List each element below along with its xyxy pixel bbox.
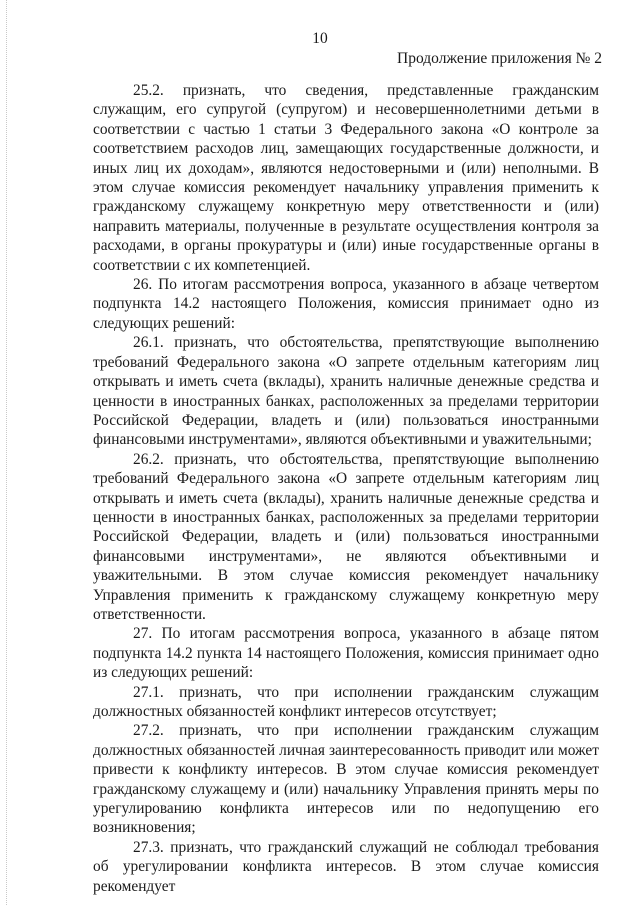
paragraph-27-1: 27.1. признать, что при исполнении гражданским служащим должностных обязанностей конфликт интересов отсутствует; bbox=[93, 683, 599, 720]
appendix-continuation-note: Продолжение приложения № 2 bbox=[397, 50, 602, 67]
paragraph-27: 27. По итогам рассмотрения вопроса, указанного в абзаце пятом подпункта 14.2 пункта 14 настоящего Положения, комиссия принимает одно из следующих решений: bbox=[93, 625, 599, 682]
document-body bbox=[93, 81, 599, 896]
paragraph-26-2: 26.2. признать, что обстоятельства, препятствующие выполнению требований Федерального закона «О запрете отдельным категориям лиц открывать и иметь счета (вклады), хранить наличные денежные средства и ценности в иностранных банках, расположенных за пределами территории Российской Федерации, владеть и (или) пользоваться иностранными финансовыми инструментами», не являются объективными и уважительными. В этом случае комиссия рекомендует начальнику Управления применить к гражданскому служащему конкретную меру ответственности. bbox=[93, 450, 599, 623]
paragraph-27-2: 27.2. признать, что при исполнении гражданским служащим должностных обязанностей личная заинтересованность приводит или может привести к конфликту интересов. В этом случае комиссия рекомендует гражданскому служащему и (или) начальнику Управления принять меры по урегулированию конфликта интересов или по недопущению его возникновения; bbox=[93, 722, 599, 837]
paragraph-25-2: 25.2. признать, что сведения, представленные гражданским служащим, его супругой (супругом) и несовершеннолетними детьми в соответствии с частью 1 статьи 3 Федерального закона «О контроле за соответствием расходов лиц, замещающих государственные должности, и иных лиц их доходам», являются недостоверными и (или) неполными. В этом случае комиссия рекомендует начальнику управления применить к гражданскому служащему конкретную меру ответственности и (или) направить материалы, полученные в результате осуществления контроля за расходами, в органы прокуратуры и (или) иные государственные органы в соответствии с их компетенцией. bbox=[93, 82, 599, 274]
scan-edge-divider bbox=[6, 0, 8, 905]
paragraph-26: 26. По итогам рассмотрения вопроса, указанного в абзаце четвертом подпункта 14.2 настоящего Положения, комиссия принимает одно из следующих решений: bbox=[93, 276, 599, 332]
paragraph-26-1: 26.1. признать, что обстоятельства, препятствующие выполнению требований Федерального закона «О запрете отдельным категориям лиц открывать и иметь счета (вклады), хранить наличные денежные средства и ценности в иностранных банках, расположенных за пределами территории Российской Федерации, владеть и (или) пользоваться иностранными финансовыми инструментами», являются объективными и уважительными; bbox=[93, 334, 599, 449]
paragraph-27-3: 27.3. признать, что гражданский служащий не соблюдал требования об урегулировании конфликта интересов. В этом случае комиссия рекомендует bbox=[93, 838, 599, 895]
page-number: 10 bbox=[312, 30, 328, 47]
